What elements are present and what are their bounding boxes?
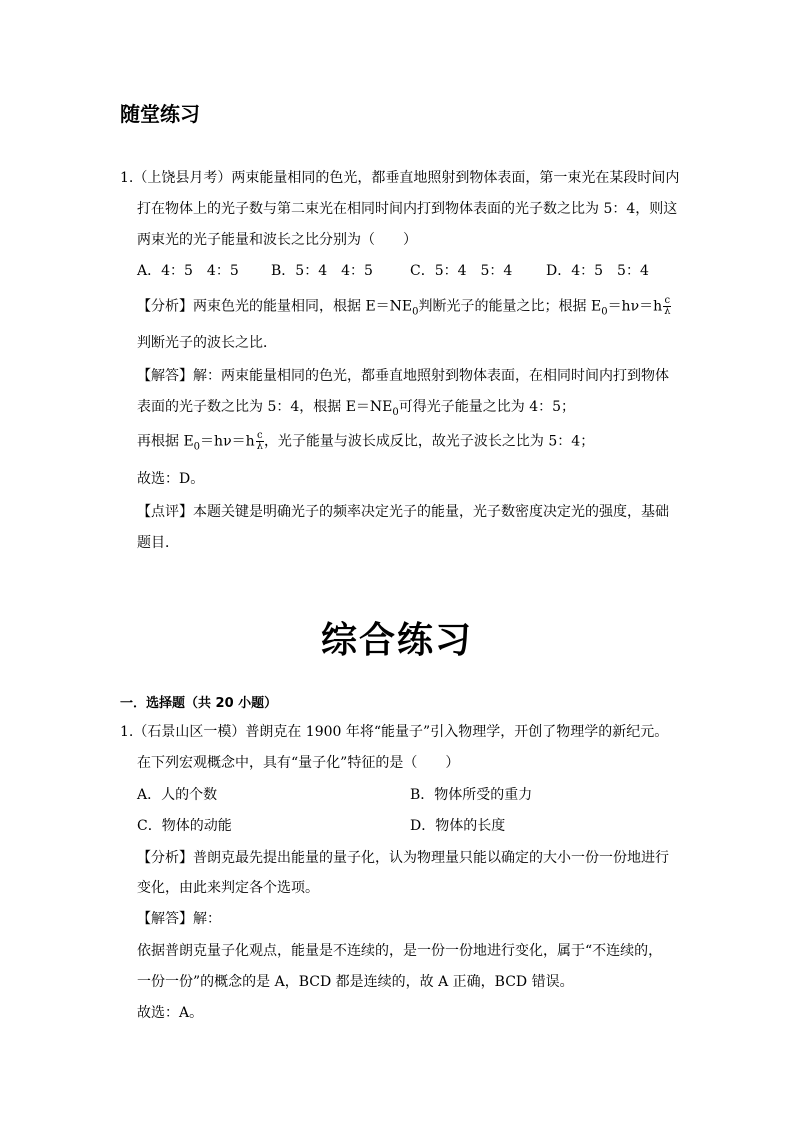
- analysis-text-c: ＝hν＝h: [607, 298, 663, 315]
- question-2-stem-line1: 1.（石景山区一模）普朗克在 1900 年将“能量子”引入物理学，开创了物理学的新纪元。: [120, 724, 669, 740]
- question-1-stem-line2: 打在物体上的光子数与第二束光在相同时间内打到物体表面的光子数之比为 5：4，则这: [137, 201, 678, 217]
- option-a: A．人的个数: [137, 787, 218, 803]
- solution-answer: 故选：A。: [137, 1005, 204, 1021]
- solution-text-d: ＝hν＝h: [200, 433, 255, 450]
- option-d: D．4：5 5：4: [546, 263, 649, 279]
- analysis-line1: [137, 296, 671, 322]
- question-1-stem-line1: 1.（上饶县月考）两束能量相同的色光，都垂直地照射到物体表面，第一束光在某段时间内: [120, 170, 680, 186]
- solution-text-b: 可得光子能量之比为 4：5；: [398, 399, 576, 415]
- subscript-zero: 0: [601, 306, 608, 318]
- analysis-text-b: 判断光子的能量之比；根据 E: [418, 298, 602, 315]
- analysis-line2: 变化，由此来判定各个选项。: [137, 880, 319, 896]
- option-d: D．物体的长度: [410, 818, 506, 834]
- subsection-heading-multiple-choice: 一．选择题（共 20 小题）: [120, 696, 278, 711]
- solution-line2: 依据普朗克量子化观点，能量是不连续的，是一份一份地进行变化，属于“不连续的，: [137, 943, 663, 959]
- solution-line3: [137, 431, 594, 457]
- question-2-stem-line2: 在下列宏观概念中，具有“量子化”特征的是（ ）: [137, 755, 460, 771]
- subscript-zero: 0: [392, 406, 399, 418]
- section-heading-comprehensive: 综合练习: [320, 620, 473, 661]
- option-b: B．5：4 4：5: [271, 263, 373, 279]
- fraction-c-over-lambda: [663, 296, 671, 317]
- subscript-zero: 0: [193, 441, 201, 453]
- solution-text-a: 表面的光子数之比为 5：4，根据 E＝NE: [137, 399, 393, 415]
- solution-answer: 故选：D。: [137, 471, 205, 487]
- analysis-line2: 判断光子的波长之比．: [137, 335, 277, 351]
- fraction-c-over-lambda: [256, 431, 264, 452]
- solution-line3: 一份一份”的概念的是 A，BCD 都是连续的，故 A 正确，BCD 错误。: [137, 974, 574, 990]
- fraction-numerator: c: [664, 295, 671, 306]
- comment-line1: 【点评】本题关键是明确光子的频率决定光子的能量，光子数密度决定光的强度，基础: [137, 504, 669, 520]
- question-1-stem-line3: 两束光的光子能量和波长之比分别为（ ）: [137, 232, 417, 248]
- option-a: A．4：5 4：5: [137, 263, 239, 279]
- solution-line1: 【解答】解：两束能量相同的色光，都垂直地照射到物体表面，在相同时间内打到物体: [137, 368, 669, 384]
- solution-text-e: ，光子能量与波长成反比，故光子波长之比为 5：4；: [263, 433, 595, 450]
- solution-line1: 【解答】解：: [137, 911, 221, 927]
- option-c: C．5：4 5：4: [410, 263, 513, 279]
- solution-text-c: 再根据 E: [137, 433, 194, 450]
- fraction-denominator: λ: [256, 441, 263, 452]
- comment-line2: 题目．: [137, 535, 179, 551]
- section-heading-practice: 随堂练习: [120, 102, 200, 126]
- option-b: B．物体所受的重力: [410, 787, 533, 803]
- solution-line2: [137, 397, 575, 423]
- fraction-numerator: c: [256, 430, 263, 441]
- option-c: C．物体的动能: [137, 818, 232, 834]
- fraction-denominator: λ: [664, 306, 671, 317]
- subscript-zero: 0: [412, 306, 419, 318]
- analysis-line1: 【分析】普朗克最先提出能量的量子化，认为物理量只能以确定的大小一份一份地进行: [137, 850, 669, 866]
- analysis-text-a: 【分析】两束色光的能量相同，根据 E＝NE: [137, 298, 413, 315]
